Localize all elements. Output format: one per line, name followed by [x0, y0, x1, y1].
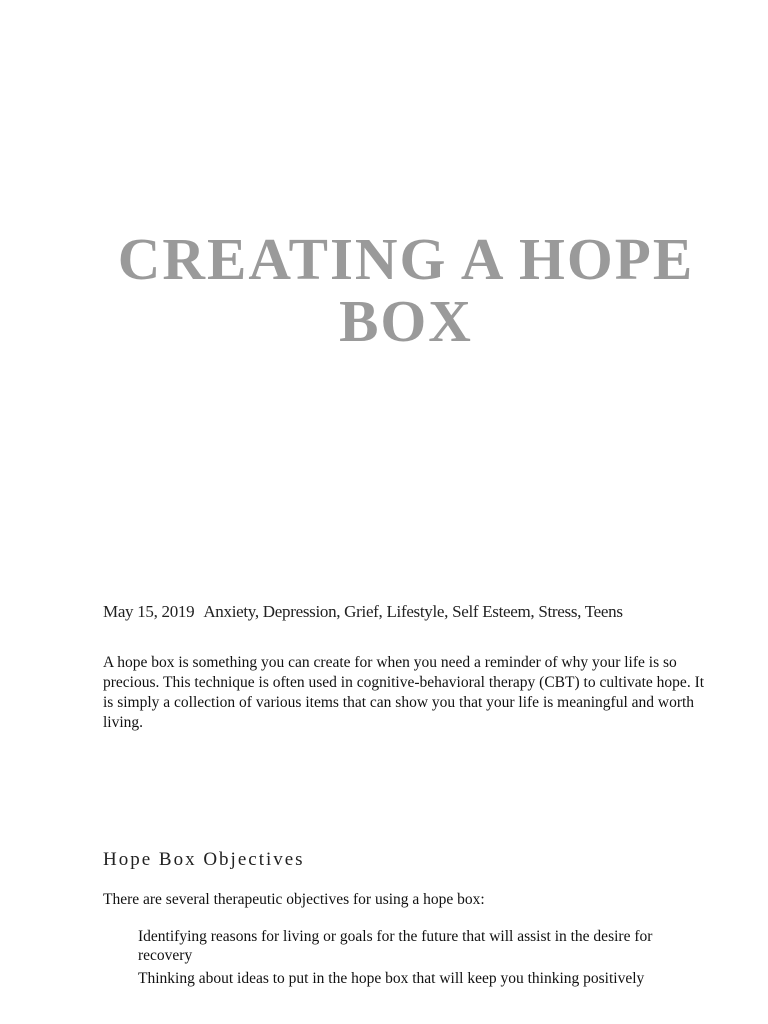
page-bottom-edge	[0, 987, 768, 1024]
page-title	[60, 228, 752, 352]
post-categories: Anxiety, Depression, Grief, Lifestyle, Self Esteem, Stress, Teens	[203, 602, 623, 621]
post-meta	[103, 602, 623, 622]
page-title-line-2: BOX	[339, 288, 473, 354]
list-item: Identifying reasons for living or goals for the future that will assist in the desire for recovery	[138, 928, 653, 964]
section-heading: Hope Box Objectives	[103, 849, 305, 870]
post-date: May 15, 2019	[103, 602, 195, 621]
page-title-line-1: CREATING A HOPE	[117, 226, 695, 292]
objectives-lead: There are several therapeutic objectives for using a hope box:	[103, 891, 485, 908]
list-item: Thinking about ideas to put in the hope box that will keep you thinking positively	[138, 970, 645, 987]
objectives-list	[138, 927, 698, 992]
intro-paragraph: A hope box is something you can create for when you need a reminder of why your life is so precious. This technique is often used in cognitive-behavioral therapy (CBT) to cultivate hope. It is simply a collection of various items that can show you that your life is meaningful and worth living.	[103, 654, 705, 731]
